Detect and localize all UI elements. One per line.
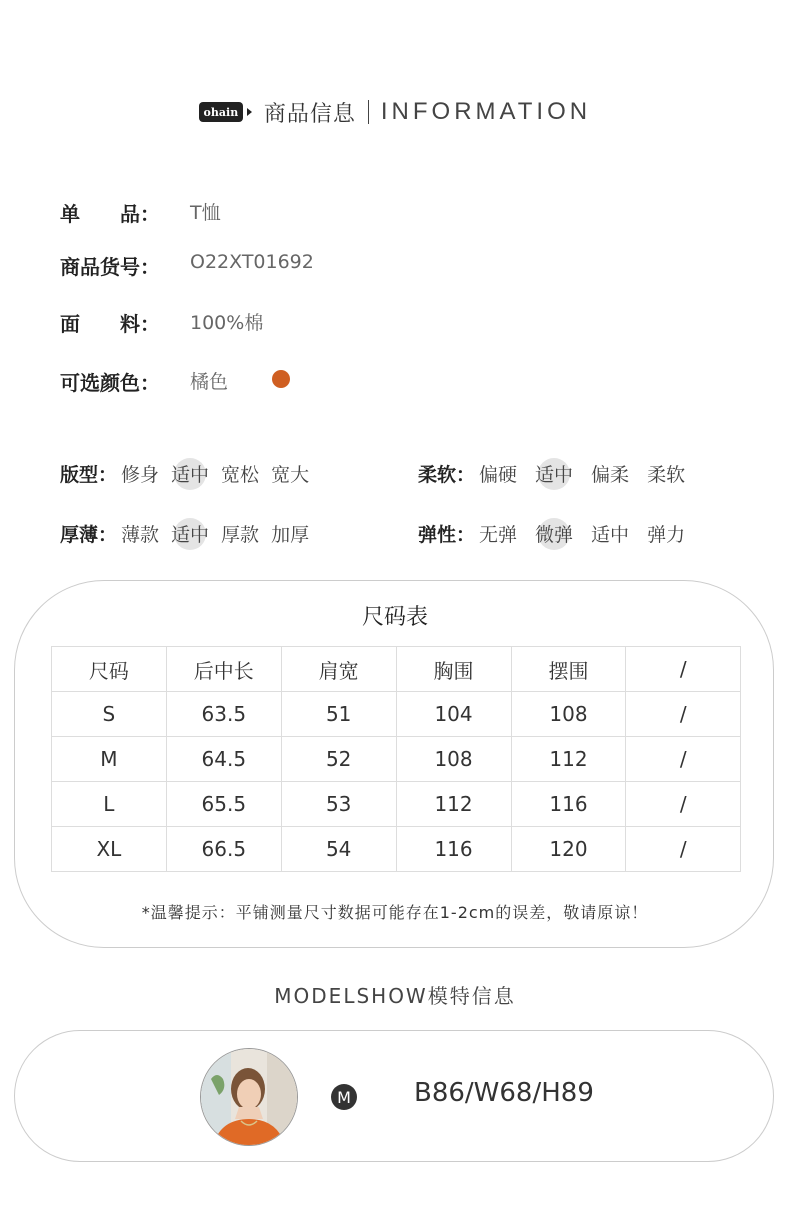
attr-softness bbox=[418, 460, 703, 487]
code-label: 商品货号： bbox=[60, 255, 160, 279]
table-cell: 53 bbox=[281, 782, 396, 827]
fabric-value: 100%棉 bbox=[190, 312, 264, 334]
header-title-en: INFORMATION bbox=[380, 98, 592, 125]
table-cell: 65.5 bbox=[166, 782, 281, 827]
table-cell: 66.5 bbox=[166, 827, 281, 872]
attr-elasticity-option: 适中 bbox=[591, 524, 630, 546]
attr-softness-option: 柔软 bbox=[647, 464, 686, 486]
measurement-note: *温馨提示：平铺测量尺寸数据可能存在1-2cm的误差，敬请原谅！ bbox=[141, 903, 649, 922]
table-cell: 64.5 bbox=[166, 737, 281, 782]
section-header bbox=[0, 96, 790, 128]
attr-elasticity-option: 弹力 bbox=[647, 524, 686, 546]
model-photo bbox=[201, 1049, 297, 1145]
table-cell: 112 bbox=[396, 782, 511, 827]
header-title-cn: 商品信息 bbox=[263, 101, 356, 127]
color-label: 可选颜色： bbox=[60, 371, 160, 395]
attr-thickness-option: 厚款 bbox=[221, 524, 260, 546]
table-cell: / bbox=[626, 782, 741, 827]
attr-fit bbox=[60, 460, 321, 487]
model-show-title: MODELSHOW模特信息 bbox=[274, 984, 516, 1008]
color-value: 橘色 bbox=[190, 371, 229, 393]
attr-thickness bbox=[60, 520, 321, 547]
color-swatch bbox=[272, 370, 290, 388]
fabric-label: 面 料： bbox=[60, 312, 160, 336]
attr-fit-label: 版型： bbox=[60, 464, 118, 486]
header-divider bbox=[368, 100, 369, 124]
attr-fit-option: 宽松 bbox=[221, 464, 260, 486]
attr-softness-label: 柔软： bbox=[418, 464, 476, 486]
attr-softness-option: 偏硬 bbox=[479, 464, 518, 486]
attr-thickness-option: 薄款 bbox=[121, 524, 160, 546]
table-cell: / bbox=[626, 827, 741, 872]
table-cell: 108 bbox=[511, 692, 626, 737]
attr-elasticity bbox=[418, 520, 703, 547]
table-row bbox=[52, 737, 741, 782]
size-table-header-cell: 摆围 bbox=[511, 647, 626, 692]
attr-elasticity-option-selected: 微弹 bbox=[535, 520, 573, 547]
table-cell: 63.5 bbox=[166, 692, 281, 737]
table-cell: L bbox=[52, 782, 167, 827]
table-cell: 52 bbox=[281, 737, 396, 782]
table-cell: 112 bbox=[511, 737, 626, 782]
size-chart-title: 尺码表 bbox=[361, 605, 428, 630]
model-measurements: B86/W68/H89 bbox=[414, 1078, 594, 1108]
table-cell: 104 bbox=[396, 692, 511, 737]
attr-thickness-option-selected: 适中 bbox=[171, 520, 209, 547]
attr-fit-option: 修身 bbox=[121, 464, 160, 486]
table-cell: M bbox=[52, 737, 167, 782]
attr-elasticity-label: 弹性： bbox=[418, 524, 476, 546]
item-value: T恤 bbox=[190, 202, 221, 224]
attr-elasticity-option: 无弹 bbox=[479, 524, 518, 546]
logo-arrow-icon bbox=[247, 108, 252, 116]
size-table-header-cell: 后中长 bbox=[166, 647, 281, 692]
table-cell: / bbox=[626, 737, 741, 782]
table-cell: / bbox=[626, 692, 741, 737]
table-cell: 120 bbox=[511, 827, 626, 872]
size-table bbox=[51, 646, 741, 872]
attr-fit-option: 宽大 bbox=[271, 464, 310, 486]
model-card bbox=[14, 1030, 774, 1162]
item-label: 单 品： bbox=[60, 202, 160, 226]
table-row bbox=[52, 827, 741, 872]
table-cell: XL bbox=[52, 827, 167, 872]
table-row bbox=[52, 782, 741, 827]
attr-elasticity-options bbox=[479, 520, 703, 547]
attr-softness-option-selected: 适中 bbox=[535, 460, 573, 487]
table-cell: S bbox=[52, 692, 167, 737]
table-cell: 108 bbox=[396, 737, 511, 782]
table-cell: 51 bbox=[281, 692, 396, 737]
attr-thickness-options bbox=[121, 520, 321, 547]
attr-softness-option: 偏柔 bbox=[591, 464, 630, 486]
size-table-header-cell: 尺码 bbox=[52, 647, 167, 692]
model-size-badge: M bbox=[331, 1084, 357, 1110]
table-cell: 54 bbox=[281, 827, 396, 872]
size-table-header-cell: 胸围 bbox=[396, 647, 511, 692]
brand-logo: ohain bbox=[199, 102, 243, 122]
attr-fit-option-selected: 适中 bbox=[171, 460, 209, 487]
table-row bbox=[52, 692, 741, 737]
model-avatar bbox=[200, 1048, 298, 1146]
code-value: O22XT01692 bbox=[190, 251, 314, 273]
size-table-header-row bbox=[52, 647, 741, 692]
attr-softness-options bbox=[479, 460, 703, 487]
table-cell: 116 bbox=[511, 782, 626, 827]
size-table-header-cell: 肩宽 bbox=[281, 647, 396, 692]
attr-thickness-label: 厚薄： bbox=[60, 524, 118, 546]
size-table-header-cell: / bbox=[626, 647, 741, 692]
attr-fit-options bbox=[121, 460, 321, 487]
table-cell: 116 bbox=[396, 827, 511, 872]
attr-thickness-option: 加厚 bbox=[271, 524, 310, 546]
